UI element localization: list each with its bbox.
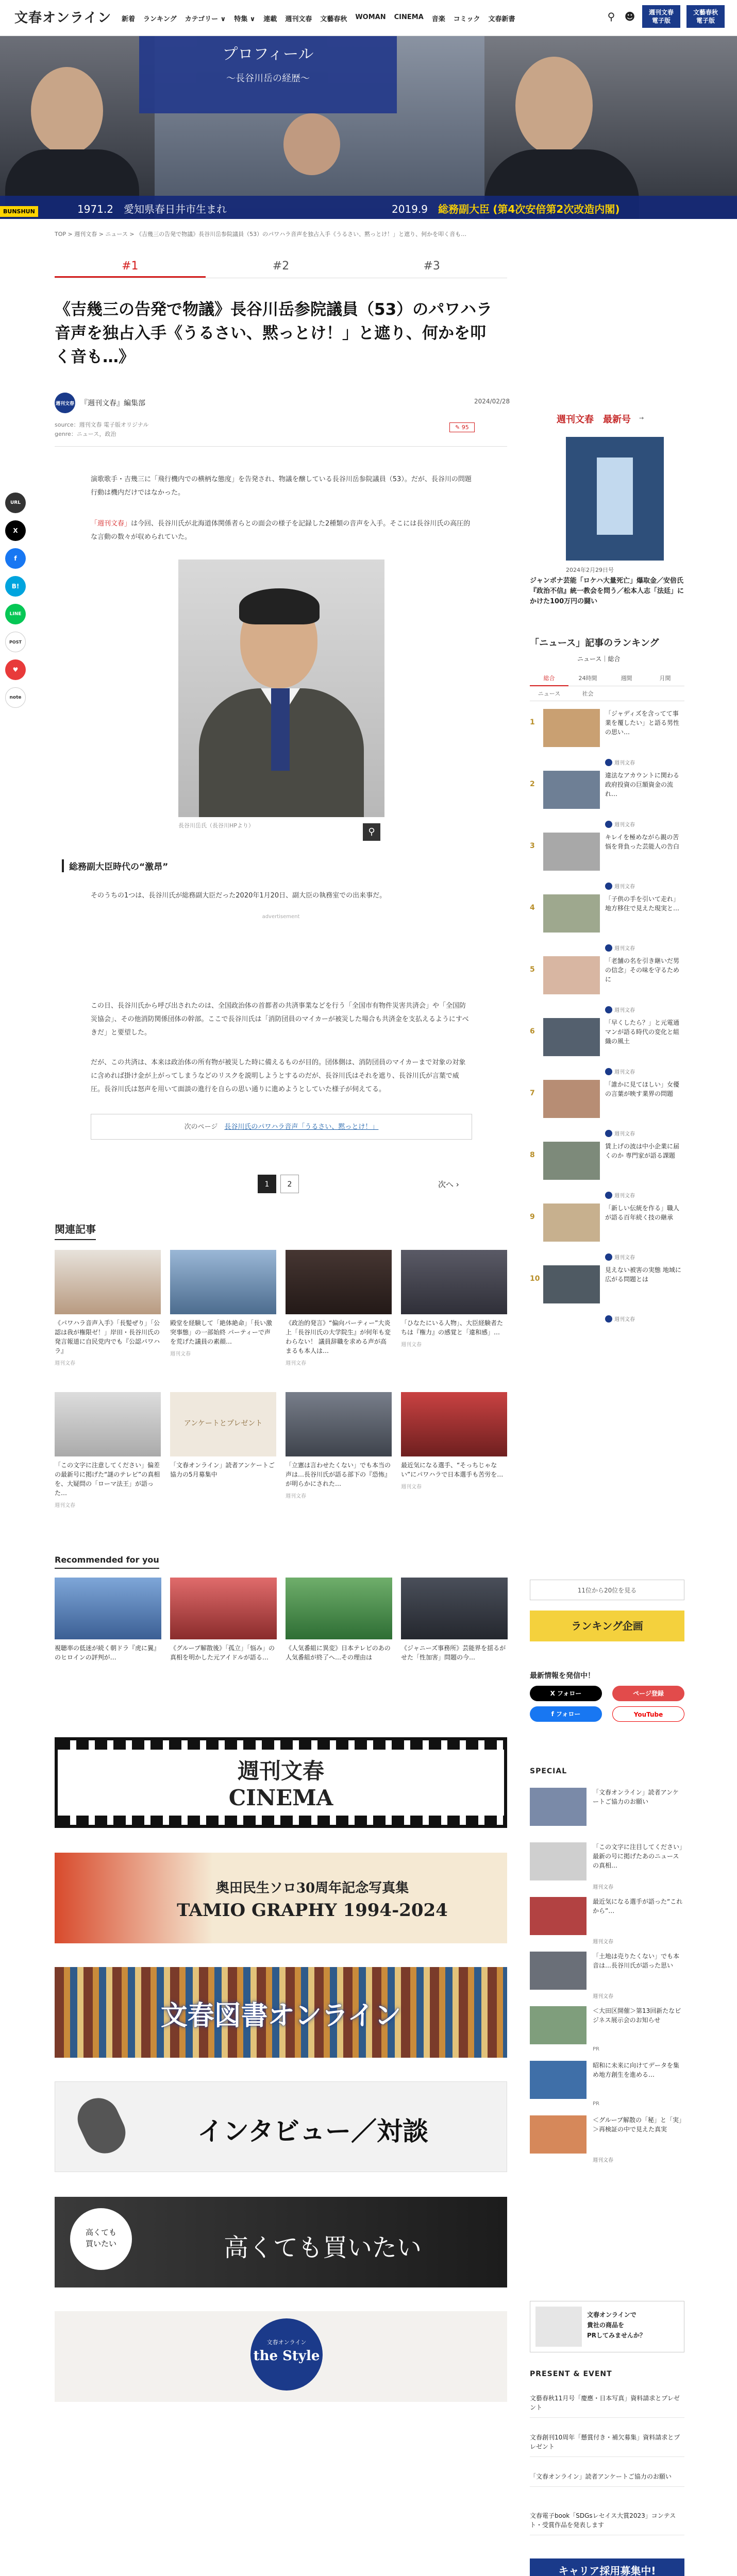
present-item[interactable]: 文春創刊10周年「懸賞付き・補欠募集」資料請求とプレゼント (530, 2433, 684, 2457)
present-item[interactable]: 文藝春秋11月号「慶應・日本写真」資料請求とプレゼント (530, 2394, 684, 2418)
pr-banner[interactable] (530, 2301, 684, 2352)
cover-art (597, 457, 633, 535)
page-1-button[interactable]: 1 (258, 1175, 276, 1193)
tab-page-1[interactable]: #1 (55, 258, 206, 278)
related-thumbnail (286, 1392, 392, 1456)
nav-item-cinema[interactable]: CINEMA (394, 13, 424, 21)
ranking-tab[interactable] (607, 686, 646, 701)
related-thumbnail (401, 1250, 507, 1314)
hatena-icon: B! (11, 583, 20, 590)
article-genre[interactable]: genre：ニュース，政治 (55, 431, 116, 437)
related-caption: 最近気になる選手、“そっちじゃない”にパワハラで日本選手も苦労を… (401, 1462, 504, 1478)
hero-face (31, 67, 103, 155)
tamio-title: TAMIO GRAPHY 1994-2024 (177, 1900, 448, 1921)
recommended-card[interactable] (55, 1578, 161, 1662)
ranking-tab[interactable]: 24時間 (568, 671, 607, 686)
ranking-tab[interactable]: 総合 (530, 671, 568, 686)
follow-page-button[interactable]: ページ登録 (612, 1686, 684, 1701)
rank-title: 「新しい伝統を作る」職人が語る百年続く技の継承 (605, 1205, 680, 1221)
global-nav (122, 13, 515, 23)
source-icon (605, 1068, 612, 1075)
ranking-item[interactable] (530, 1204, 684, 1265)
related-caption: 「文春オンライン」読者アンケートご協力の5月募集中 (170, 1462, 275, 1478)
related-thumbnail (401, 1392, 507, 1456)
recommended-thumbnail (55, 1578, 161, 1639)
next-page-box[interactable] (91, 1114, 472, 1140)
nav-item-ranking[interactable]: ランキング (143, 15, 177, 23)
cinema-banner[interactable] (55, 1737, 507, 1828)
takakute-banner[interactable] (55, 2197, 507, 2287)
article-title: 《吉幾三の告発で物議》長谷川岳参院議員（53）のパワハラ音声を独占入手《うるさい、黙っとけ！」と遮り、何かを叩く音も…》 (55, 300, 493, 366)
rank-byline (605, 1191, 635, 1199)
source-icon (605, 1192, 612, 1199)
rank-source: 週刊文春 (614, 1008, 635, 1013)
publish-date: 2024/02/28 (474, 398, 510, 405)
line-icon: LINE (9, 612, 22, 617)
rank-source: 週刊文春 (614, 822, 635, 828)
page-2-button[interactable]: 2 (280, 1175, 299, 1193)
rank-thumbnail (543, 709, 600, 747)
recommended-thumbnail (286, 1578, 392, 1639)
rank-byline (605, 1253, 635, 1261)
nav-item-bungei[interactable]: 文藝春秋 (320, 15, 347, 23)
follow-youtube-button[interactable]: YouTube (612, 1706, 684, 1722)
like-button[interactable] (5, 659, 26, 680)
rank-title: キレイを極めながら親の苦悩を背負った芸能人の告白 (605, 834, 680, 850)
rank-byline (605, 1006, 635, 1013)
recommended-caption: 《ジャニーズ事務所》芸能界を揺るがせた「性加害」問題の今… (401, 1645, 506, 1661)
special-item[interactable] (530, 1952, 684, 1999)
profile-subtitle: 〜長谷川岳の経歴〜 (226, 73, 310, 84)
rank-source: 週刊文春 (614, 1317, 635, 1323)
ranking-tab[interactable]: 週間 (607, 671, 646, 686)
rank-title: 「ジャディズを含ってて事業を覆したい」と語る男性の思い… (605, 710, 680, 736)
source-icon (605, 1130, 612, 1137)
present-label: アンケートとプレゼント (183, 1419, 263, 1428)
section-heading: 総務副大臣時代の“激昂” (62, 859, 168, 872)
rank-byline (605, 944, 635, 952)
career-banner[interactable] (530, 2558, 684, 2576)
nav-item-woman[interactable]: WOMAN (355, 13, 386, 21)
related-source: 週刊文春 (55, 1361, 75, 1366)
ranking-item[interactable] (530, 1080, 684, 1142)
recommended-title: Recommended for you (55, 1555, 159, 1569)
ranking-more-button[interactable]: 11位から20位を見る (530, 1580, 684, 1600)
hero-face (283, 113, 340, 175)
present-item[interactable]: 「文春オンライン」読者アンケートご協力のお願い (530, 2472, 684, 2487)
source-icon (605, 1315, 612, 1323)
rank-thumbnail (543, 1018, 600, 1056)
special-thumbnail (530, 2006, 587, 2044)
ranking-item[interactable] (530, 771, 684, 833)
related-thumbnail (170, 1392, 276, 1456)
rank-number: 9 (530, 1213, 535, 1221)
article-paragraph-4: この日、長谷川氏から呼び出されたのは、全国政治体の首都者の共済事業などを行う「全国市有物件災害共済会」や「全国防災協会」、その他消防関係団体の幹部。ここで長谷川氏は「消防団員のマイカーが被災した場合も共済金を支払えるようにすべきだ」と要望した。 (91, 1002, 469, 1037)
zoom-icon[interactable]: ⚲ (363, 823, 380, 841)
ranking-tab[interactable]: ニュース (530, 686, 568, 701)
special-title-text: 「土地は売りたくない」でも本音は…長谷川氏が語った思い (593, 1953, 680, 1969)
tamio-banner[interactable] (55, 1853, 507, 1943)
interview-banner[interactable] (55, 2081, 507, 2172)
hero-image (0, 36, 737, 219)
present-item[interactable]: 文春電子book「SDGsレセイス大賞2023」コンテスト・受賞作品を発表します (530, 2511, 684, 2535)
profile-panel (139, 36, 397, 113)
rank-source: 週刊文春 (614, 760, 635, 766)
next-prefix: 次のページ (184, 1123, 218, 1131)
timeline-cabinet: (第4次安倍第2次改造内閣) (493, 203, 620, 215)
special-thumbnail (530, 1788, 587, 1826)
nav-item-comic[interactable]: コミック (453, 15, 480, 23)
rank-number: 7 (530, 1089, 535, 1097)
rank-thumbnail (543, 1265, 600, 1303)
rank-source: 週刊文春 (614, 1193, 635, 1199)
article-source: source：週刊文春 電子版オリジナル (55, 421, 149, 428)
pagination (258, 1175, 299, 1193)
special-thumbnail (530, 2061, 587, 2099)
user-icon[interactable]: ☻ (624, 10, 635, 23)
follow-facebook-button[interactable]: f フォロー (530, 1706, 602, 1722)
present-event-title: PRESENT & EVENT (530, 2370, 612, 2378)
facebook-icon: f (14, 555, 17, 562)
film-strip (58, 1816, 504, 1825)
career-title: キャリア採用募集中! (531, 2560, 683, 2576)
rank-number: 10 (530, 1275, 540, 1283)
rank-thumbnail (543, 1080, 600, 1118)
recommended-caption: 視聴率の低迷が続く朝ドラ『虎に翼』のヒロインの評判が… (55, 1645, 160, 1661)
special-item[interactable] (530, 2061, 684, 2107)
magazine-more[interactable]: → (639, 415, 644, 421)
rank-source: 週刊文春 (614, 946, 635, 952)
related-source: 週刊文春 (286, 1361, 306, 1366)
magazine-headlines[interactable]: ジャンポナ芸能「ロケハ大量死亡」爆取金／安倍氏『政治不信』統一教会を問う／松本人志「法廷」にかけた100万円の闘い (530, 577, 684, 605)
related-caption: 「ひなたにいる人物」、大臣経験者たちは『権力』の感覚と「違和感」… (401, 1319, 504, 1336)
ranking-subtitle: ニュース｜総合 (577, 655, 621, 663)
photo-hair (239, 588, 320, 624)
note-icon: note (9, 695, 22, 700)
article-meta (55, 420, 148, 439)
rank-byline (605, 1129, 635, 1137)
special-source: 週刊文春 (593, 1994, 613, 1999)
article-paragraph-2 (91, 517, 472, 544)
source-icon (605, 1006, 612, 1013)
related-caption: 殿堂を経験して「絶体絶命」「長い激突事態」の一部始終 パーティーで声を荒げた議員の素顔… (170, 1319, 273, 1345)
shukan-digital-button[interactable]: 週刊文春 電子版 (642, 5, 680, 28)
follow-x-button[interactable]: X フォロー (530, 1686, 602, 1701)
books-title: 文春図書オンライン (160, 2000, 401, 2031)
ranking-item[interactable] (530, 894, 684, 956)
magazine-title[interactable]: 週刊文春 最新号 (557, 414, 631, 425)
rank-source: 週刊文春 (614, 1070, 635, 1075)
special-title-text: 最近気になる選手が語った“これから”… (593, 1898, 683, 1914)
copy-url-button[interactable] (5, 493, 26, 513)
related-thumbnail (55, 1250, 161, 1314)
rank-source: 週刊文春 (614, 884, 635, 890)
special-item[interactable] (530, 1788, 684, 1831)
rank-byline (605, 758, 635, 766)
timeline-birth: 1971.2 愛知県春日井市生まれ (77, 203, 227, 215)
next-button[interactable] (438, 1179, 459, 1190)
ranking-item[interactable] (530, 1142, 684, 1204)
article-paragraph-5: だが、この共済は、本来は政治体の所有物が被災した時に備えるものが目的。団体側は、消防団員のマイカーまで対象の対象に含めれば掛け金が上がってしまうなどのリスクを説明しようとするのだが、長谷川氏はそれを遮り、長谷川氏が言葉で威圧。長谷川氏は怒声を用いて面談の進行を自らの思い通りに進めようとしていた様子が伺えてる。 (91, 1059, 466, 1093)
ranking-item[interactable] (530, 1265, 684, 1327)
profile-title: プロフィール (222, 45, 314, 63)
special-item[interactable] (530, 2006, 684, 2052)
related-card[interactable] (286, 1250, 392, 1366)
rank-thumbnail (543, 1142, 600, 1180)
rank-source: 週刊文春 (614, 1255, 635, 1261)
hero-photo-right (484, 36, 737, 219)
recommended-card[interactable] (401, 1578, 508, 1662)
author-avatar: 週刊文春 (55, 393, 75, 413)
related-thumbnail (170, 1250, 276, 1314)
related-card[interactable] (55, 1392, 161, 1509)
recommended-card[interactable] (170, 1578, 277, 1662)
article-paragraph-3: そのうちの1つは、長谷川氏が総務副大臣だった2020年1月20日、副大臣の執務室での出来事だ。 (91, 892, 387, 900)
search-icon[interactable]: ⚲ (607, 10, 615, 23)
nav-item-feature[interactable]: 特集 ∨ (234, 15, 256, 23)
bunshun-books-banner[interactable] (55, 1967, 507, 2058)
special-title-text: ＜大田区開催＞第13回新たなビジネス展示会のお知らせ (593, 2007, 681, 2024)
recommended-card[interactable] (286, 1578, 392, 1662)
source-icon (605, 759, 612, 766)
share-post-button[interactable] (5, 632, 26, 652)
related-source: 週刊文春 (401, 1342, 422, 1348)
rank-title: 賃上げの波は中小企業に届くのか 専門家が語る課題 (605, 1143, 680, 1159)
special-source: 週刊文春 (593, 1939, 613, 1945)
interview-title: インタビュー／対談 (197, 2116, 428, 2146)
special-source: PR (593, 2101, 599, 2107)
ranking-tab[interactable]: 社会 (568, 686, 607, 701)
heart-icon: ♥ (12, 666, 19, 673)
special-thumbnail (530, 1952, 587, 1990)
nav-item-music[interactable]: 音楽 (431, 15, 445, 23)
rank-byline (605, 1315, 635, 1323)
recommended-thumbnail (401, 1578, 508, 1639)
ranking-item[interactable] (530, 709, 684, 771)
site-header (0, 0, 737, 36)
related-caption: 《パワハラ音声入手》「長髪ぜり」「公認は我が権限ゼ！」岸田・長谷川氏の発言報道に自民党内でも『公認パワハラ』 (55, 1319, 160, 1354)
timeline-year: 2019.9 (392, 203, 428, 215)
special-title-text: 「この文字に注目してください」最新の号に掲げたあのニュースの真相… (593, 1843, 683, 1869)
profile-timeline (0, 196, 737, 219)
timeline-vice-minister (392, 201, 619, 216)
ranking-tab[interactable]: 月間 (646, 671, 684, 686)
related-caption: 「立憲は言わせたくない」でも本当の声は…長谷川氏が語る部下の『恐怖』が明らかにされた… (286, 1462, 391, 1487)
nav-item-shukan[interactable]: 週刊文春 (285, 15, 312, 23)
special-thumbnail (530, 1842, 587, 1880)
rank-title: 違法なアカウントに関わる政府投資の巨額資金の流れ… (605, 772, 679, 798)
rank-number: 3 (530, 842, 535, 850)
related-thumbnail (55, 1392, 161, 1456)
comment-count[interactable]: ✎ 95 (449, 422, 475, 432)
special-item[interactable] (530, 1842, 684, 1890)
ranking-item[interactable] (530, 956, 684, 1018)
ranking-item[interactable] (530, 1018, 684, 1080)
share-label: URL (10, 500, 21, 505)
rank-number: 2 (530, 780, 535, 788)
author-row[interactable] (55, 393, 145, 413)
rank-number: 5 (530, 965, 535, 974)
style-title: the Style (253, 2348, 320, 2364)
next-label: 次へ (438, 1180, 454, 1189)
special-title-text: ＜グループ解散の「秘」と「実」＞再検証の中で見えた真実 (593, 2116, 682, 2133)
rank-thumbnail (543, 833, 600, 871)
rank-number: 8 (530, 1151, 535, 1159)
rank-source: 週刊文春 (614, 1131, 635, 1137)
share-x-button[interactable] (5, 520, 26, 541)
breadcrumb[interactable]: TOP > 週刊文春 > ニュース > 《吉幾三の告発で物議》長谷川岳参院議員（53）のパワハラ音声を独占入手《うるさい、黙っとけ！」と遮り、何かを叩く音も… (55, 231, 467, 238)
hero-face (515, 57, 593, 155)
special-title-text: 「文春オンライン」読者アンケートご協力のお願い (593, 1789, 679, 1805)
ranking-title: 「ニュース」記事のランキング (530, 638, 659, 649)
rank-thumbnail (543, 956, 600, 994)
special-source: 週刊文春 (593, 1885, 613, 1890)
author-name[interactable]: 『週刊文春』編集部 (80, 399, 145, 408)
takakute-badge: 高くても 買いたい (70, 2208, 132, 2270)
rank-number: 1 (530, 718, 535, 726)
related-source: 週刊文春 (286, 1494, 306, 1499)
rank-thumbnail (543, 1204, 600, 1242)
rank-number: 6 (530, 1027, 535, 1036)
hero-photo-left (0, 36, 155, 219)
related-caption: 「この文字に注意してください」偏差の最新号に掲げた“謎のテレビ”の真相を、大疑問の「ローマ法王」が語った… (55, 1462, 160, 1497)
share-hatena-button[interactable] (5, 576, 26, 597)
next-page-link[interactable]: 長谷川氏のパワハラ音声「うるさい、黙っとけ！」 (224, 1123, 379, 1131)
rank-title: 見えない被害の実態 地域に広がる問題とは (605, 1266, 681, 1283)
pr-image (535, 2307, 582, 2347)
cinema-title: 週刊文春 CINEMA (228, 1758, 333, 1810)
photo-tie (271, 688, 290, 771)
film-strip (58, 1740, 504, 1750)
ranking-tab[interactable] (646, 686, 684, 701)
special-item[interactable] (530, 2115, 684, 2163)
rank-thumbnail (543, 771, 600, 809)
share-line-button[interactable] (5, 604, 26, 624)
paragraph-text: は今回、長谷川氏が北海道体関係者らとの面会の様子を記録した2種類の音声を入手。そこには長谷川氏の高圧的な言動の数々が収められていた。 (91, 520, 471, 541)
takakute-title: 高くても買いたい (223, 2233, 422, 2262)
bungei-digital-button[interactable]: 文藝春秋 電子版 (686, 5, 725, 28)
ranking-item[interactable] (530, 833, 684, 894)
source-icon (605, 944, 612, 952)
follow-title: 最新情報を発信中！ (530, 1672, 595, 1680)
special-title: SPECIAL (530, 1767, 567, 1775)
comment-count-value: 95 (461, 424, 469, 431)
ranking-tabs (530, 671, 684, 701)
recommended-caption: 《人気番組に異変》日本テレビのあの人気番組が終了へ…その理由は (286, 1645, 391, 1661)
rank-thumbnail (543, 894, 600, 933)
source-icon (605, 883, 612, 890)
share-note-button[interactable] (5, 687, 26, 708)
special-item[interactable] (530, 1897, 684, 1945)
rank-title: 「老舗の名を引き継いだ男の信念」その味を守るために (605, 957, 680, 983)
related-card[interactable] (170, 1392, 276, 1479)
site-logo[interactable]: 文春オンライン (14, 10, 112, 26)
magazine-date: 2024年2月29日号 (566, 567, 614, 573)
rank-number: 4 (530, 904, 535, 912)
article-page-tabs (55, 258, 507, 278)
special-source: PR (593, 2046, 599, 2052)
advertisement-label: advertisement (262, 914, 300, 920)
related-card[interactable] (401, 1250, 507, 1348)
ranking-banner[interactable]: ランキング企画 (530, 1611, 684, 1641)
related-caption: 《政治的発言》“偏向パーティー”大炎上「長谷川氏の大学院生』が何年も変わらない！ 議員辞職を求める声が高まるも本人は… (286, 1319, 391, 1354)
nav-item-new[interactable]: 新着 (122, 15, 136, 23)
magazine-cover[interactable] (566, 437, 664, 561)
nav-item-serial[interactable]: 連載 (263, 15, 277, 23)
pr-text: 文春オンラインで 貴社の商品を PRしてみませんか？ (587, 2311, 646, 2339)
rank-title: 「誰かに見てほしい」女優の言葉が映す業界の問題 (605, 1081, 680, 1097)
related-card[interactable] (401, 1392, 507, 1490)
timeline-role: 総務副大臣 (438, 203, 490, 215)
share-facebook-button[interactable] (5, 548, 26, 569)
related-card[interactable] (170, 1250, 276, 1357)
hero-badge: BUNSHUN (0, 206, 38, 217)
related-source: 週刊文春 (55, 1503, 75, 1509)
tab-page-2[interactable]: #2 (272, 260, 290, 273)
source-icon (605, 1253, 612, 1261)
related-source: 週刊文春 (170, 1351, 191, 1357)
related-title: 関連記事 (55, 1221, 96, 1240)
tamio-subtitle: 奥田民生ソロ30周年記念写真集 (215, 1880, 409, 1896)
special-thumbnail (530, 2115, 587, 2154)
related-source: 週刊文春 (401, 1484, 422, 1490)
special-thumbnail (530, 1897, 587, 1935)
related-card[interactable] (55, 1250, 161, 1366)
photo-caption: 長谷川岳氏（長谷川HPより） (178, 822, 254, 829)
style-subtitle: 文春オンライン (266, 2339, 307, 2346)
article-photo[interactable] (178, 560, 384, 817)
chevron-right-icon: › (456, 1180, 459, 1189)
rank-title: 「子供の手を引いて走れ」地方移住で見えた現実と… (605, 895, 680, 912)
header-actions (605, 5, 725, 28)
nav-item-category[interactable]: カテゴリー ∨ (185, 15, 226, 23)
special-source: 週刊文春 (593, 2158, 613, 2163)
source-icon (605, 821, 612, 828)
post-icon: POST (9, 639, 22, 645)
special-title-text: 昭和に未来に向けてデータを集め地方創生を進める… (593, 2062, 680, 2078)
recommended-thumbnail (170, 1578, 277, 1639)
rank-byline (605, 882, 635, 890)
rank-byline (605, 1067, 635, 1075)
related-card[interactable] (286, 1392, 392, 1499)
article-paragraph-1: 演歌歌手・吉幾三に「飛行機内での横柄な態度」を告発され、物議を醸している長谷川岳参院議員（53）。だが、長谷川の問題行動は機内だけではなかった。 (91, 476, 472, 497)
divider (55, 446, 507, 447)
recommended-caption: 《グループ解散後》「孤立」「悩み」の真相を明かした元アイドルが語る… (170, 1645, 275, 1661)
shukan-link[interactable]: 「週刊文春」 (91, 520, 131, 528)
tab-page-3[interactable]: #3 (423, 260, 440, 273)
x-icon: X (13, 527, 18, 534)
rank-title: 「早くしたら？」と元電通マンが語る時代の変化と組織の風土 (605, 1019, 680, 1045)
related-thumbnail (286, 1250, 392, 1314)
rank-byline (605, 820, 635, 828)
nav-item-shinsho[interactable]: 文春新書 (488, 15, 515, 23)
the-style-banner[interactable] (55, 2311, 507, 2402)
